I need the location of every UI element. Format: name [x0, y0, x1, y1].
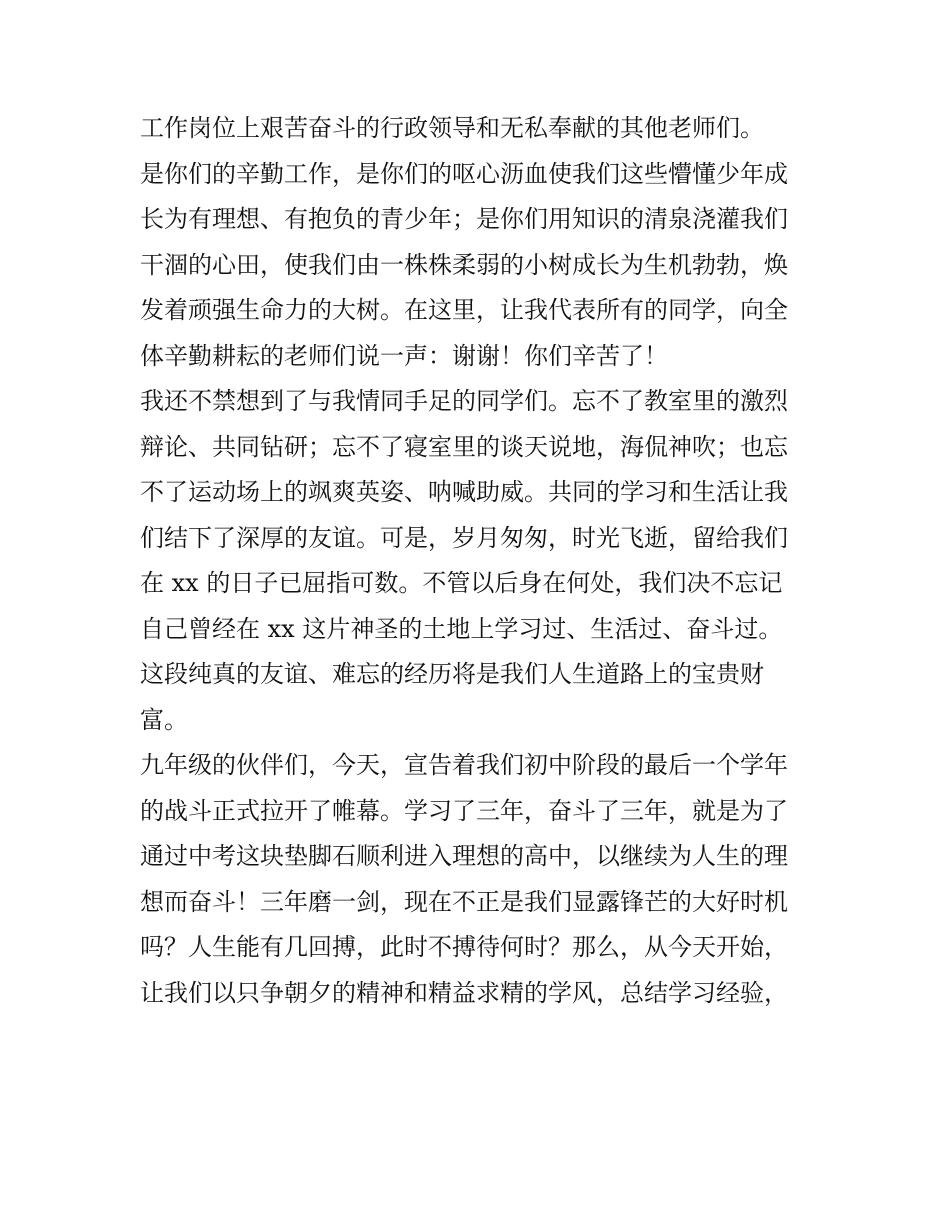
text-line: 体辛勤耕耘的老师们说一声：谢谢！你们辛苦了！ [140, 341, 668, 370]
text-line: 在 xx 的日子已屈指可数。不管以后身在何处，我们决不忘记 [140, 569, 783, 597]
body-text [140, 106, 820, 1016]
text-line: 工作岗位上艰苦奋斗的行政领导和无私奉献的其他老师们。 [140, 114, 764, 142]
text-line: 九年级的伙伴们，今天，宣告着我们初中阶段的最后一个学年 [140, 751, 788, 779]
text-line: 长为有理想、有抱负的青少年；是你们用知识的清泉浇灌我们 [140, 205, 788, 233]
text-line: 吗？人生能有几回搏，此时不搏待何时？那么，从今天开始， [140, 933, 788, 961]
text-line: 想而奋斗！三年磨一剑，现在不正是我们显露锋芒的大好时机 [140, 887, 788, 916]
text-line: 富。 [140, 705, 188, 734]
text-line: 是你们的辛勤工作，是你们的呕心沥血使我们这些懵懂少年成 [140, 159, 788, 188]
text-line: 让我们以只争朝夕的精神和精益求精的学风，总结学习经验， [140, 978, 788, 1007]
text-line: 通过中考这块垫脚石顺利进入理想的高中，以继续为人生的理 [140, 842, 788, 870]
text-line: 这段纯真的友谊、难忘的经历将是我们人生道路上的宝贵财 [140, 660, 764, 688]
text-line: 们结下了深厚的友谊。可是，岁月匆匆，时光飞逝，留给我们 [140, 523, 788, 552]
text-line: 发着顽强生命力的大树。在这里，让我代表所有的同学，向全 [140, 296, 788, 324]
text-line: 不了运动场上的飒爽英姿、呐喊助威。共同的学习和生活让我 [140, 478, 788, 506]
text-line: 我还不禁想到了与我情同手足的同学们。忘不了教室里的激烈 [140, 387, 788, 415]
text-line: 干涸的心田，使我们由一株株柔弱的小树成长为生机勃勃，焕 [140, 250, 788, 279]
text-line: 自己曾经在 xx 这片神圣的土地上学习过、生活过、奋斗过。 [140, 614, 783, 643]
text-line: 的战斗正式拉开了帷幕。学习了三年，奋斗了三年，就是为了 [140, 796, 788, 825]
text-line: 辩论、共同钻研；忘不了寝室里的谈天说地，海侃神吹；也忘 [140, 432, 788, 461]
